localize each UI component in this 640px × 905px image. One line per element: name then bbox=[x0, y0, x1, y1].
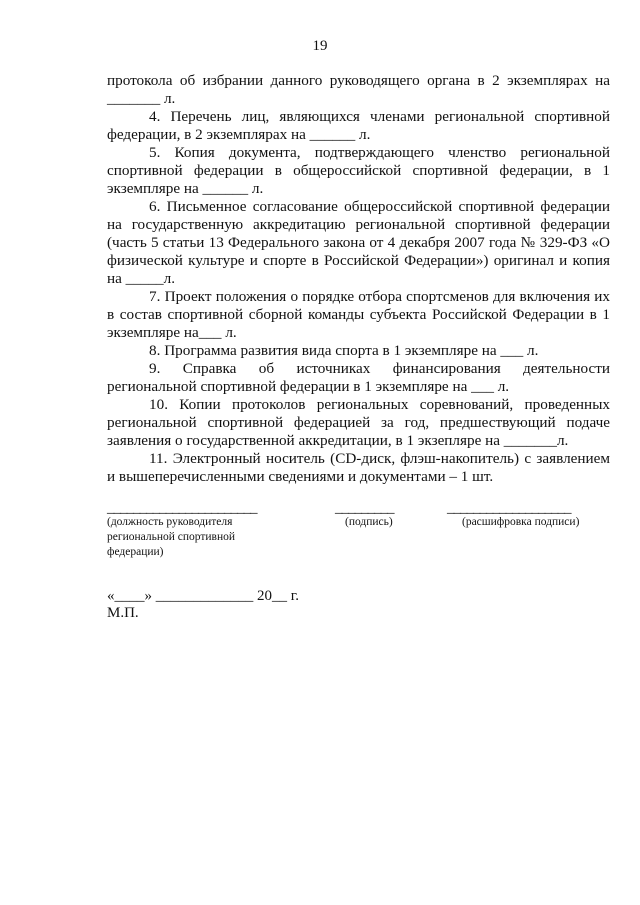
position-caption: (должность руководителя региональной спортивной федерации) bbox=[107, 516, 236, 558]
document-body bbox=[107, 72, 610, 486]
paragraph-item-5: 5. Копия документа, подтверждающего членство региональной спортивной федерации в общероссийской спортивной федерации, в 1 экземпляре на ______ л. bbox=[107, 144, 610, 197]
decoding-caption: (расшифровка подписи) bbox=[462, 516, 580, 528]
signature-caption: (подпись) bbox=[345, 516, 393, 528]
page-number: 19 bbox=[312, 38, 328, 54]
paragraph-continuation: протокола об избрании данного руководящего органа в 2 экземплярах на _______ л. bbox=[107, 72, 610, 107]
stamp-place: М.П. bbox=[107, 605, 139, 621]
paragraph-item-11: 11. Электронный носитель (CD-диск, флэш-накопитель) с заявлением и вышеперечисленными сведениями и документами – 1 шт. bbox=[107, 450, 610, 485]
paragraph-item-8: 8. Программа развития вида спорта в 1 экземпляре на ___ л. bbox=[149, 342, 539, 359]
signature-block bbox=[107, 500, 610, 570]
paragraph-item-4: 4. Перечень лиц, являющихся членами региональной спортивной федерации, в 2 экземплярах на ______ л. bbox=[107, 108, 610, 143]
paragraph-item-6: 6. Письменное согласование общероссийской спортивной федерации на государственную аккредитацию региональной спортивной федерации (часть 5 статьи 13 Федерального закона от 4 декабря 2007 года № 329-ФЗ «О физической культуре и спорте в Российской Федерации») оригинал и копия на _____л. bbox=[107, 198, 610, 287]
paragraph-item-10: 10. Копии протоколов региональных соревнований, проведенных региональной спортивной федерацией за год, предшествующий подаче заявления о государственной аккредитации, в 1 экзепляре на _______л. bbox=[107, 396, 610, 449]
date-line: «____» _____________ 20__ г. bbox=[107, 588, 299, 604]
paragraph-item-7: 7. Проект положения о порядке отбора спортсменов для включения их в состав спортивной сборной команды субъекта Российской Федерации в 1 экземпляре на___ л. bbox=[107, 288, 610, 341]
signature-line: _________ bbox=[335, 500, 394, 516]
decoding-line: ___________________ bbox=[447, 500, 571, 516]
paragraph-item-9: 9. Справка об источниках финансирования деятельности региональной спортивной федерации в 1 экземпляре на ___ л. bbox=[107, 360, 610, 395]
position-line: _______________________ bbox=[107, 500, 257, 516]
